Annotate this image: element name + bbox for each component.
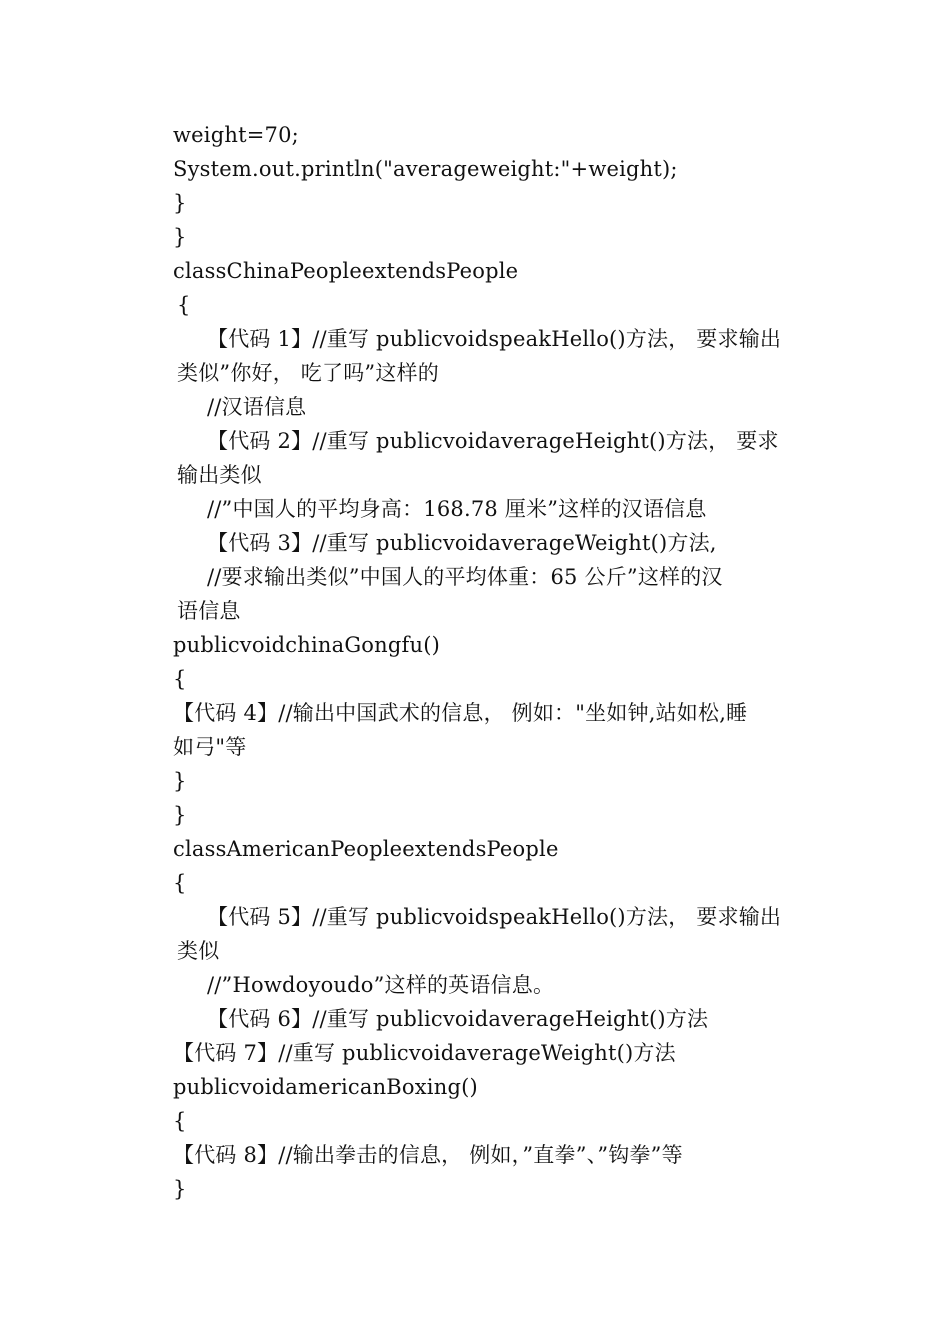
code-line: 【代码 1】//重写 publicvoidspeakHello()方法， 要求输出 <box>207 327 782 351</box>
code-line: } <box>173 191 187 215</box>
code-line: { <box>173 1109 187 1133</box>
code-line: { <box>173 871 187 895</box>
code-line: System.out.println("averageweight:"+weight); <box>173 157 678 181</box>
code-document <box>173 118 813 1206</box>
code-line: } <box>173 769 187 793</box>
code-line: 【代码 6】//重写 publicvoidaverageHeight()方法 <box>207 1007 709 1031</box>
code-line: 类似”你好， 吃了吗”这样的 <box>177 361 439 385</box>
code-line: //要求输出类似”中国人的平均体重：65 公斤”这样的汉 <box>207 565 723 589</box>
code-line: 【代码 2】//重写 publicvoidaverageHeight()方法， 要求 <box>207 429 779 453</box>
code-line: classChinaPeopleextendsPeople <box>173 259 519 283</box>
code-line: 【代码 3】//重写 publicvoidaverageWeight()方法, <box>207 531 717 555</box>
code-line: 【代码 4】//输出中国武术的信息， 例如："坐如钟,站如松,睡 <box>173 701 748 725</box>
code-line: weight=70; <box>173 123 299 147</box>
code-line: 【代码 8】//输出拳击的信息， 例如，”直拳”、”钩拳”等 <box>173 1143 683 1167</box>
code-line: //”中国人的平均身高：168.78 厘米”这样的汉语信息 <box>207 497 707 521</box>
code-line: 类似 <box>177 939 220 963</box>
code-line: } <box>173 1177 187 1201</box>
code-line: publicvoidamericanBoxing() <box>173 1075 478 1099</box>
code-line: { <box>173 667 187 691</box>
code-line: 【代码 7】//重写 publicvoidaverageWeight()方法 <box>173 1041 676 1065</box>
code-line: } <box>173 225 187 249</box>
code-line: classAmericanPeopleextendsPeople <box>173 837 559 861</box>
code-line: } <box>173 803 187 827</box>
code-line: publicvoidchinaGongfu() <box>173 633 440 657</box>
code-line: 【代码 5】//重写 publicvoidspeakHello()方法， 要求输出 <box>207 905 782 929</box>
code-line: //”Howdoyoudo”这样的英语信息。 <box>207 973 555 997</box>
code-line: { <box>177 293 191 317</box>
code-line: 输出类似 <box>177 463 262 487</box>
code-line: //汉语信息 <box>207 395 307 419</box>
code-line: 如弓"等 <box>173 735 247 759</box>
code-line: 语信息 <box>177 599 241 623</box>
